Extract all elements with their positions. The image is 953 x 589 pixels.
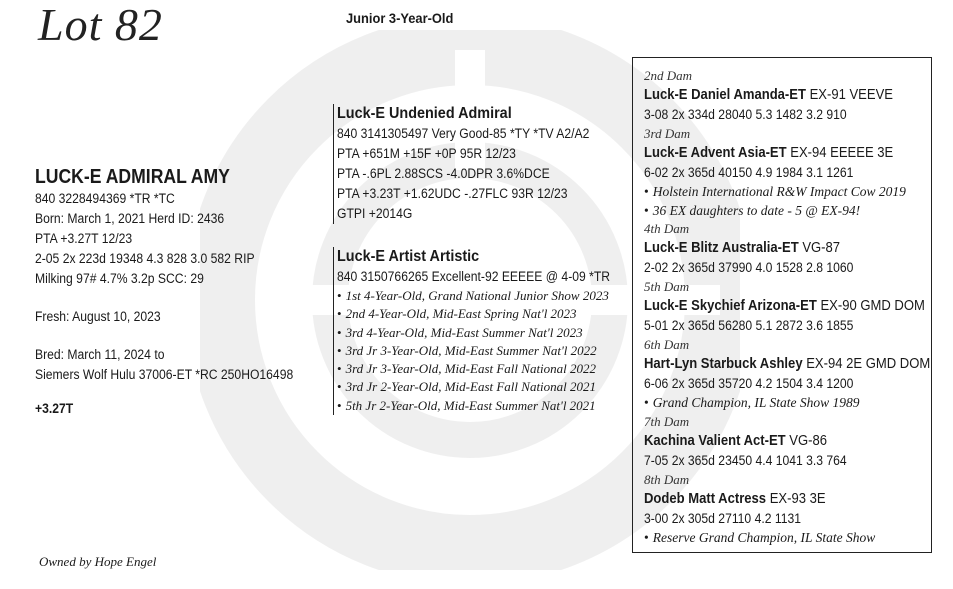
ancestor-achievement: • Reserve Grand Champion, IL State Show <box>644 529 876 545</box>
ancestor-record: 3-00 2x 305d 27110 4.2 1131 <box>644 510 801 526</box>
generation-label: 3rd Dam <box>644 126 691 141</box>
ancestor-record: 6-02 2x 365d 40150 4.9 1984 3.1 1261 <box>644 165 854 180</box>
dam-info <box>333 247 637 415</box>
sire-line: PTA +651M +15F +0P 95R 12/23 <box>337 146 516 161</box>
dam-achievement: • 3rd Jr 3-Year-Old, Mid-East Fall National 2022 <box>337 361 597 377</box>
ancestor-record: 5-01 2x 365d 56280 5.1 2872 3.6 1855 <box>644 318 854 333</box>
dam-achievement: • 5th Jr 2-Year-Old, Mid-East Summer Nat'l 2021 <box>337 397 596 413</box>
ancestor-achievement: • 36 EX daughters to date - 5 @ EX-94! <box>644 202 861 218</box>
sire-name: Luck-E Undenied Admiral <box>337 105 512 122</box>
ancestor-name: Dodeb Matt Actress EX-93 3E <box>644 490 826 507</box>
dam-achievement: • 3rd Jr 2-Year-Old, Mid-East Fall National 2021 <box>337 379 597 395</box>
cow-milking: Milking 97# 4.7% 3.2p SCC: 29 <box>35 271 204 286</box>
generation-label: 7th Dam <box>644 413 690 429</box>
generation-label: 4th Dam <box>644 221 690 236</box>
cow-info <box>35 165 325 419</box>
generation-label: 5th Dam <box>644 279 690 294</box>
dam-achievement: • 2nd 4-Year-Old, Mid-East Spring Nat'l 2023 <box>337 306 577 322</box>
dam-name: Luck-E Artist Artistic <box>337 248 480 265</box>
sire-line: PTA -.6PL 2.88SCS -4.0DPR 3.6%DCE <box>337 166 550 181</box>
ancestor-name: Luck-E Daniel Amanda-ET EX-91 VEEVE <box>644 87 894 103</box>
dam-achievement: • 3rd Jr 3-Year-Old, Mid-East Summer Nat'l 2022 <box>337 342 597 358</box>
sire-line: GTPI +2014G <box>337 206 413 221</box>
class-heading: Junior 3-Year-Old <box>346 10 454 26</box>
cow-pta-summary: +3.27T <box>35 401 74 416</box>
ancestor-record: 6-06 2x 365d 35720 4.2 1504 3.4 1200 <box>644 376 854 391</box>
dam-registration: 840 3150766265 Excellent-92 EEEEE @ 4-09 *TR <box>337 269 611 284</box>
ancestor-name: Luck-E Skychief Arizona-ET EX-90 GMD DOM <box>644 298 925 314</box>
generation-label: 8th Dam <box>644 471 690 487</box>
ancestor-record: 7-05 2x 365d 23450 4.4 1041 3.3 764 <box>644 452 847 468</box>
owner-credit: Owned by Hope Engel <box>39 554 157 569</box>
ancestor-record: 3-08 2x 334d 28040 5.3 1482 3.2 910 <box>644 107 847 122</box>
sire-info <box>333 104 637 224</box>
cow-fresh-date: Fresh: August 10, 2023 <box>35 309 161 324</box>
generation-label: 2nd Dam <box>644 68 693 83</box>
lot-title: Lot 82 <box>38 0 163 50</box>
cow-name: LUCK-E ADMIRAL AMY <box>35 166 230 188</box>
ancestor-record: 2-02 2x 365d 37990 4.0 1528 2.8 1060 <box>644 260 854 275</box>
sire-line: 840 3141305497 Very Good-85 *TY *TV A2/A2 <box>337 126 590 141</box>
cow-service-sire: Siemers Wolf Hulu 37006-ET *RC 250HO16498 <box>35 367 294 382</box>
cow-birth-date: Born: March 1, 2021 Herd ID: 2436 <box>35 211 225 226</box>
cow-record: 2-05 2x 223d 19348 4.3 828 3.0 582 RIP <box>35 251 255 266</box>
dam-achievement: • 1st 4-Year-Old, Grand National Junior Show 2023 <box>337 288 609 303</box>
ancestor-achievement: • Grand Champion, IL State Show 1989 <box>644 395 860 410</box>
generation-label: 6th Dam <box>644 337 690 352</box>
ancestor-achievement: • Holstein International R&W Impact Cow 2019 <box>644 184 906 199</box>
ancestor-name: Luck-E Blitz Australia-ET VG-87 <box>644 240 841 256</box>
cow-registration: 840 3228494369 *TR *TC <box>35 191 175 206</box>
ancestor-name: Hart-Lyn Starbuck Ashley EX-94 2E GMD DOM <box>644 356 931 372</box>
dam-achievement: • 3rd 4-Year-Old, Mid-East Summer Nat'l 2023 <box>337 324 583 340</box>
ancestor-name: Kachina Valient Act-ET VG-86 <box>644 432 828 449</box>
ancestor-name: Luck-E Advent Asia-ET EX-94 EEEEE 3E <box>644 145 894 161</box>
cow-pta: PTA +3.27T 12/23 <box>35 231 133 246</box>
cow-bred-date: Bred: March 11, 2024 to <box>35 347 165 362</box>
pedigree-box <box>632 57 932 553</box>
sire-line: PTA +3.23T +1.62UDC -.27FLC 93R 12/23 <box>337 186 568 201</box>
